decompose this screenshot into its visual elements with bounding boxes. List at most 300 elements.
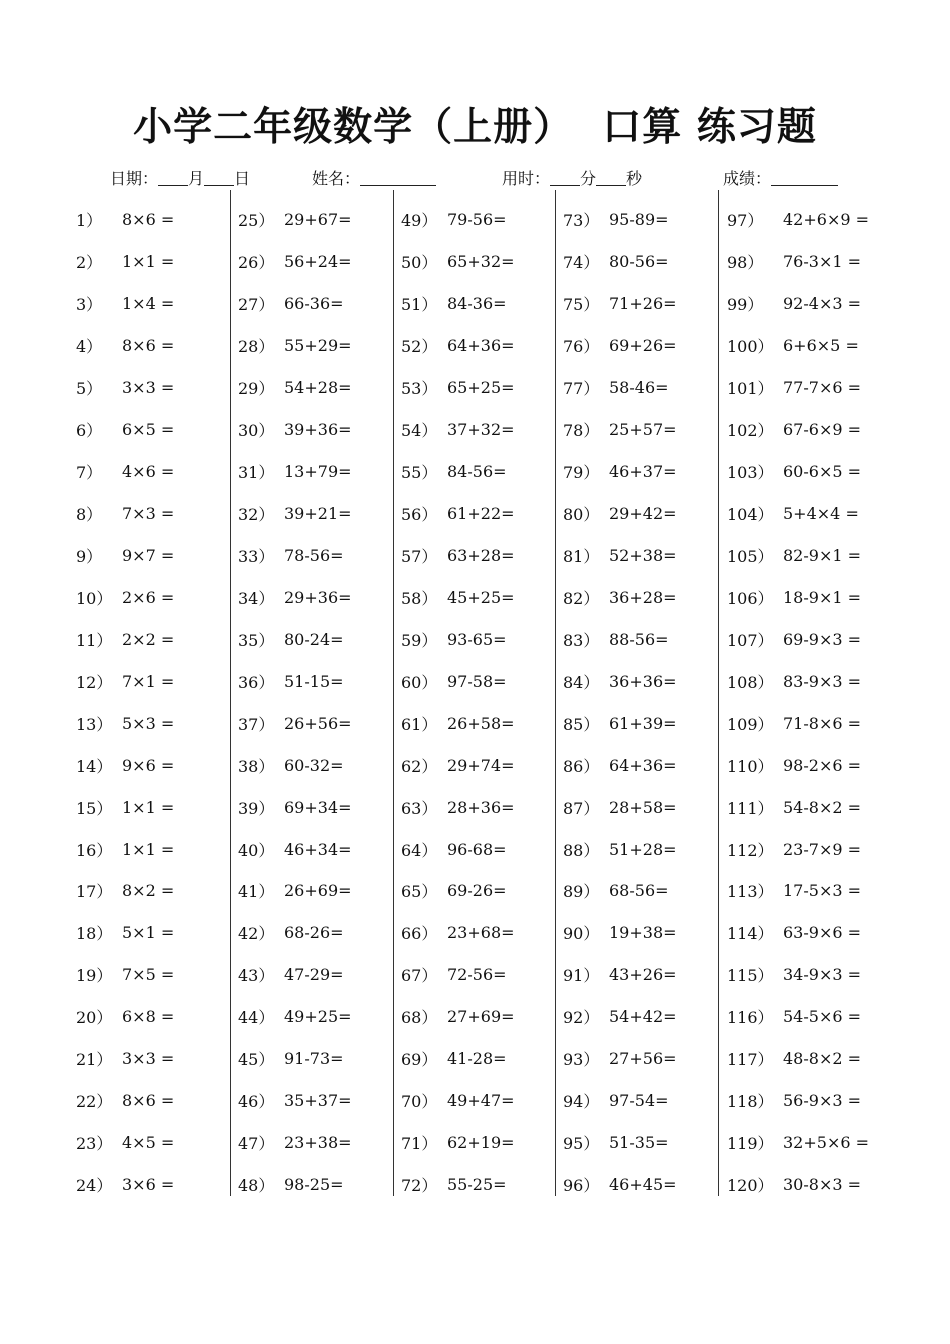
- problem-number: 46）: [238, 1092, 275, 1112]
- problem-expression: 27+69=: [447, 1007, 515, 1027]
- problem-number: 70）: [401, 1092, 438, 1112]
- problem-expression: 71+26=: [609, 294, 677, 314]
- problem-expression: 46+34=: [284, 839, 352, 859]
- problem-row: [727, 1038, 877, 1080]
- problem-row: [401, 996, 551, 1038]
- problem-number: 52）: [401, 337, 438, 357]
- problem-row: [727, 786, 877, 828]
- problem-expression: 39+36=: [284, 420, 352, 440]
- problem-number: 12）: [76, 672, 113, 692]
- problem-column: [76, 199, 226, 1206]
- problem-number: 47）: [238, 1134, 275, 1154]
- problem-row: [563, 241, 713, 283]
- problem-number: 63）: [401, 798, 438, 818]
- problem-expression: 18-9×1 =: [783, 587, 862, 607]
- problem-expression: 7×1 =: [122, 671, 175, 691]
- problem-expression: 7×3 =: [122, 504, 175, 524]
- problem-number: 104）: [727, 505, 774, 525]
- problem-expression: 60-6×5 =: [783, 462, 862, 482]
- problem-row: [727, 1164, 877, 1206]
- problem-row: [76, 828, 226, 870]
- problem-row: [563, 912, 713, 954]
- problem-expression: 1×1 =: [122, 839, 175, 859]
- problem-number: 33）: [238, 546, 275, 566]
- problem-expression: 54+42=: [609, 1007, 677, 1027]
- problem-number: 2）: [76, 253, 103, 273]
- problem-row: [401, 451, 551, 493]
- problem-number: 80）: [563, 505, 600, 525]
- second-blank[interactable]: [596, 169, 626, 186]
- problem-number: 87）: [563, 798, 600, 818]
- score-blank[interactable]: [771, 169, 838, 186]
- problem-row: [563, 1080, 713, 1122]
- problem-expression: 69+26=: [609, 336, 677, 356]
- problem-number: 48）: [238, 1176, 275, 1196]
- problem-number: 116）: [727, 1008, 774, 1028]
- problem-row: [563, 535, 713, 577]
- problem-number: 35）: [238, 630, 275, 650]
- problem-expression: 5×3 =: [122, 713, 175, 733]
- problem-number: 45）: [238, 1050, 275, 1070]
- problem-row: [76, 283, 226, 325]
- problem-number: 6）: [76, 421, 103, 441]
- problem-row: [76, 954, 226, 996]
- problem-number: 3）: [76, 295, 103, 315]
- problem-expression: 58-46=: [609, 378, 669, 398]
- date-field: [110, 166, 250, 189]
- problem-row: [401, 618, 551, 660]
- problem-row: [727, 493, 877, 535]
- problem-expression: 6×5 =: [122, 420, 175, 440]
- problem-expression: 51+28=: [609, 839, 677, 859]
- problem-row: [563, 954, 713, 996]
- problem-expression: 67-6×9 =: [783, 420, 862, 440]
- problem-number: 68）: [401, 1008, 438, 1028]
- problem-row: [76, 744, 226, 786]
- problem-number: 75）: [563, 295, 600, 315]
- problem-number: 50）: [401, 253, 438, 273]
- problem-row: [238, 283, 388, 325]
- problem-row: [727, 199, 877, 241]
- problem-row: [76, 1164, 226, 1206]
- problem-number: 107）: [727, 630, 774, 650]
- problem-expression: 23+68=: [447, 923, 515, 943]
- problem-expression: 28+58=: [609, 797, 677, 817]
- problem-expression: 27+56=: [609, 1049, 677, 1069]
- problem-expression: 97-58=: [447, 671, 507, 691]
- problem-row: [238, 1164, 388, 1206]
- problem-number: 96）: [563, 1176, 600, 1196]
- problem-expression: 93-65=: [447, 629, 507, 649]
- time-field: [502, 166, 642, 189]
- problem-number: 109）: [727, 714, 774, 734]
- problem-expression: 8×2 =: [122, 881, 175, 901]
- problem-number: 13）: [76, 714, 113, 734]
- problem-row: [238, 954, 388, 996]
- problem-number: 88）: [563, 840, 600, 860]
- problem-number: 44）: [238, 1008, 275, 1028]
- problem-number: 76）: [563, 337, 600, 357]
- problem-row: [563, 1038, 713, 1080]
- problem-number: 79）: [563, 463, 600, 483]
- problem-number: 62）: [401, 756, 438, 776]
- problem-row: [76, 535, 226, 577]
- problem-expression: 1×1 =: [122, 797, 175, 817]
- problem-expression: 8×6 =: [122, 1091, 175, 1111]
- problem-number: 108）: [727, 672, 774, 692]
- problem-row: [238, 702, 388, 744]
- problem-expression: 84-56=: [447, 462, 507, 482]
- problem-number: 106）: [727, 588, 774, 608]
- problem-number: 27）: [238, 295, 275, 315]
- problem-expression: 29+67=: [284, 210, 352, 230]
- problem-column: [401, 199, 551, 1206]
- problem-row: [727, 870, 877, 912]
- problem-expression: 78-56=: [284, 545, 344, 565]
- problem-expression: 49+47=: [447, 1091, 515, 1111]
- problem-number: 29）: [238, 379, 275, 399]
- problem-expression: 49+25=: [284, 1007, 352, 1027]
- problem-row: [727, 241, 877, 283]
- problem-expression: 91-73=: [284, 1049, 344, 1069]
- problem-number: 118）: [727, 1092, 774, 1112]
- problem-expression: 9×7 =: [122, 545, 175, 565]
- problem-number: 85）: [563, 714, 600, 734]
- problem-number: 120）: [727, 1176, 774, 1196]
- second-label: 秒: [626, 169, 643, 188]
- problem-expression: 23+38=: [284, 1133, 352, 1153]
- problem-expression: 39+21=: [284, 504, 352, 524]
- problem-expression: 7×5 =: [122, 965, 175, 985]
- problem-number: 17）: [76, 882, 113, 902]
- column-divider: [555, 190, 556, 1196]
- problem-row: [563, 409, 713, 451]
- problem-row: [727, 618, 877, 660]
- problem-expression: 71-8×6 =: [783, 713, 862, 733]
- problem-row: [238, 241, 388, 283]
- column-divider: [230, 190, 231, 1196]
- problem-expression: 62+19=: [447, 1133, 515, 1153]
- problem-number: 82）: [563, 588, 600, 608]
- problem-expression: 76-3×1 =: [783, 252, 862, 272]
- problem-number: 41）: [238, 882, 275, 902]
- problem-expression: 26+58=: [447, 713, 515, 733]
- problem-row: [401, 409, 551, 451]
- problem-row: [563, 660, 713, 702]
- problem-expression: 5+4×4 =: [783, 504, 859, 524]
- problem-number: 78）: [563, 421, 600, 441]
- problem-number: 1）: [76, 211, 103, 231]
- problem-expression: 6×8 =: [122, 1007, 175, 1027]
- problem-expression: 2×2 =: [122, 629, 175, 649]
- problem-number: 54）: [401, 421, 438, 441]
- problem-expression: 4×5 =: [122, 1133, 175, 1153]
- problem-expression: 80-24=: [284, 629, 344, 649]
- problem-number: 69）: [401, 1050, 438, 1070]
- problem-number: 74）: [563, 253, 600, 273]
- problem-number: 99）: [727, 295, 764, 315]
- problem-row: [563, 493, 713, 535]
- problem-number: 89）: [563, 882, 600, 902]
- problem-row: [401, 912, 551, 954]
- problem-expression: 83-9×3 =: [783, 671, 862, 691]
- problem-number: 101）: [727, 379, 774, 399]
- problem-row: [76, 996, 226, 1038]
- problem-row: [727, 912, 877, 954]
- problem-number: 83）: [563, 630, 600, 650]
- problem-number: 61）: [401, 714, 438, 734]
- problem-row: [563, 576, 713, 618]
- problem-expression: 2×6 =: [122, 587, 175, 607]
- problem-row: [76, 912, 226, 954]
- problem-expression: 28+36=: [447, 797, 515, 817]
- problem-row: [401, 1122, 551, 1164]
- problem-row: [76, 1080, 226, 1122]
- problem-number: 97）: [727, 211, 764, 231]
- problem-expression: 61+22=: [447, 504, 515, 524]
- problem-number: 37）: [238, 714, 275, 734]
- problem-expression: 46+37=: [609, 462, 677, 482]
- problem-number: 42）: [238, 924, 275, 944]
- problem-row: [401, 786, 551, 828]
- problem-row: [76, 241, 226, 283]
- problem-expression: 1×4 =: [122, 294, 175, 314]
- problem-row: [76, 660, 226, 702]
- problem-row: [401, 870, 551, 912]
- problem-number: 39）: [238, 798, 275, 818]
- problem-expression: 51-35=: [609, 1133, 669, 1153]
- problem-expression: 3×3 =: [122, 1049, 175, 1069]
- problem-row: [563, 199, 713, 241]
- problem-expression: 69+34=: [284, 797, 352, 817]
- column-divider: [718, 190, 719, 1196]
- problem-number: 20）: [76, 1008, 113, 1028]
- problem-expression: 30-8×3 =: [783, 1175, 862, 1195]
- minute-blank[interactable]: [550, 169, 580, 186]
- problem-expression: 17-5×3 =: [783, 881, 862, 901]
- problem-row: [401, 241, 551, 283]
- problem-expression: 51-15=: [284, 671, 344, 691]
- problem-row: [401, 1038, 551, 1080]
- problem-expression: 98-25=: [284, 1175, 344, 1195]
- problem-number: 51）: [401, 295, 438, 315]
- problem-row: [238, 576, 388, 618]
- problem-number: 59）: [401, 630, 438, 650]
- problem-row: [76, 702, 226, 744]
- problem-expression: 36+36=: [609, 671, 677, 691]
- problem-row: [76, 325, 226, 367]
- problem-expression: 45+25=: [447, 587, 515, 607]
- problem-expression: 84-36=: [447, 294, 507, 314]
- problem-number: 112）: [727, 840, 774, 860]
- problem-expression: 52+38=: [609, 545, 677, 565]
- day-blank[interactable]: [204, 169, 234, 186]
- problem-row: [727, 744, 877, 786]
- column-divider: [393, 190, 394, 1196]
- problem-expression: 13+79=: [284, 462, 352, 482]
- problem-number: 22）: [76, 1092, 113, 1112]
- problem-expression: 96-68=: [447, 839, 507, 859]
- problem-row: [238, 367, 388, 409]
- problem-number: 111）: [727, 798, 774, 818]
- problem-expression: 48-8×2 =: [783, 1049, 862, 1069]
- problem-row: [401, 1164, 551, 1206]
- problem-number: 119）: [727, 1134, 774, 1154]
- problem-row: [76, 409, 226, 451]
- problem-row: [76, 576, 226, 618]
- month-blank[interactable]: [158, 169, 188, 186]
- name-label: 姓名：: [312, 169, 361, 188]
- problem-expression: 63-9×6 =: [783, 923, 862, 943]
- problem-row: [401, 367, 551, 409]
- problem-expression: 37+32=: [447, 420, 515, 440]
- info-line: [0, 166, 950, 192]
- problem-row: [76, 786, 226, 828]
- problem-row: [727, 954, 877, 996]
- problem-expression: 61+39=: [609, 713, 677, 733]
- problem-number: 31）: [238, 463, 275, 483]
- problem-number: 14）: [76, 756, 113, 776]
- problem-number: 72）: [401, 1176, 438, 1196]
- problem-row: [563, 786, 713, 828]
- problem-number: 4）: [76, 337, 103, 357]
- problem-row: [401, 744, 551, 786]
- problem-number: 90）: [563, 924, 600, 944]
- problem-number: 8）: [76, 505, 103, 525]
- problem-row: [401, 576, 551, 618]
- problem-expression: 32+5×6 =: [783, 1133, 870, 1153]
- problem-expression: 72-56=: [447, 965, 507, 985]
- problem-number: 30）: [238, 421, 275, 441]
- problem-expression: 46+45=: [609, 1175, 677, 1195]
- problem-number: 64）: [401, 840, 438, 860]
- problem-number: 86）: [563, 756, 600, 776]
- problem-row: [238, 786, 388, 828]
- problem-row: [238, 660, 388, 702]
- problem-column: [563, 199, 713, 1206]
- problem-expression: 88-56=: [609, 629, 669, 649]
- problem-row: [401, 283, 551, 325]
- score-label: 成绩：: [723, 169, 772, 188]
- problem-row: [563, 283, 713, 325]
- problem-expression: 1×1 =: [122, 252, 175, 272]
- problem-row: [238, 409, 388, 451]
- problem-expression: 55-25=: [447, 1175, 507, 1195]
- problem-row: [238, 199, 388, 241]
- problem-row: [238, 744, 388, 786]
- problem-row: [238, 618, 388, 660]
- problem-expression: 36+28=: [609, 587, 677, 607]
- problem-row: [238, 828, 388, 870]
- problem-row: [76, 1038, 226, 1080]
- problem-number: 114）: [727, 924, 774, 944]
- problem-expression: 68-56=: [609, 881, 669, 901]
- problem-number: 67）: [401, 966, 438, 986]
- problem-row: [76, 199, 226, 241]
- problem-number: 81）: [563, 546, 600, 566]
- problem-expression: 98-2×6 =: [783, 755, 862, 775]
- name-blank[interactable]: [360, 169, 436, 186]
- problem-row: [401, 954, 551, 996]
- problem-expression: 65+25=: [447, 378, 515, 398]
- problem-expression: 4×6 =: [122, 462, 175, 482]
- problem-row: [401, 325, 551, 367]
- problem-row: [727, 409, 877, 451]
- problem-expression: 82-9×1 =: [783, 545, 862, 565]
- problem-expression: 55+29=: [284, 336, 352, 356]
- problem-row: [727, 702, 877, 744]
- problem-expression: 63+28=: [447, 545, 515, 565]
- problem-row: [238, 451, 388, 493]
- name-field: [312, 166, 436, 189]
- problem-number: 40）: [238, 840, 275, 860]
- problem-number: 57）: [401, 546, 438, 566]
- problem-expression: 29+42=: [609, 504, 677, 524]
- problem-number: 34）: [238, 588, 275, 608]
- problem-row: [238, 870, 388, 912]
- problem-expression: 54-8×2 =: [783, 797, 862, 817]
- problem-number: 43）: [238, 966, 275, 986]
- problem-number: 19）: [76, 966, 113, 986]
- month-label: 月: [188, 169, 205, 188]
- problem-expression: 9×6 =: [122, 755, 175, 775]
- worksheet-title: 小学二年级数学（上册） 口算 练习题: [133, 104, 817, 150]
- problem-row: [238, 325, 388, 367]
- problem-row: [727, 325, 877, 367]
- problem-row: [401, 828, 551, 870]
- problem-row: [727, 283, 877, 325]
- problem-number: 113）: [727, 882, 774, 902]
- problem-expression: 8×6 =: [122, 336, 175, 356]
- problem-number: 16）: [76, 840, 113, 860]
- problem-number: 11）: [76, 630, 113, 650]
- problem-row: [727, 451, 877, 493]
- problem-expression: 69-26=: [447, 881, 507, 901]
- problem-expression: 41-28=: [447, 1049, 507, 1069]
- problem-row: [401, 535, 551, 577]
- problem-number: 53）: [401, 379, 438, 399]
- problem-number: 18）: [76, 924, 113, 944]
- problem-number: 21）: [76, 1050, 113, 1070]
- problem-expression: 6+6×5 =: [783, 336, 859, 356]
- problem-number: 25）: [238, 211, 275, 231]
- problem-number: 58）: [401, 588, 438, 608]
- problem-number: 102）: [727, 421, 774, 441]
- problem-number: 98）: [727, 253, 764, 273]
- problem-row: [76, 1122, 226, 1164]
- score-field: [723, 166, 838, 189]
- problem-row: [238, 1038, 388, 1080]
- problem-number: 77）: [563, 379, 600, 399]
- problem-row: [563, 828, 713, 870]
- problem-number: 26）: [238, 253, 275, 273]
- problem-row: [401, 660, 551, 702]
- problem-row: [563, 1122, 713, 1164]
- problem-row: [563, 996, 713, 1038]
- problem-number: 73）: [563, 211, 600, 231]
- problem-number: 10）: [76, 588, 113, 608]
- problem-row: [238, 912, 388, 954]
- problem-row: [563, 870, 713, 912]
- problem-expression: 26+56=: [284, 713, 352, 733]
- problem-row: [727, 660, 877, 702]
- problem-expression: 65+32=: [447, 252, 515, 272]
- problem-row: [238, 1122, 388, 1164]
- problem-row: [727, 1122, 877, 1164]
- problem-expression: 56-9×3 =: [783, 1091, 862, 1111]
- problem-number: 49）: [401, 211, 438, 231]
- problem-number: 32）: [238, 505, 275, 525]
